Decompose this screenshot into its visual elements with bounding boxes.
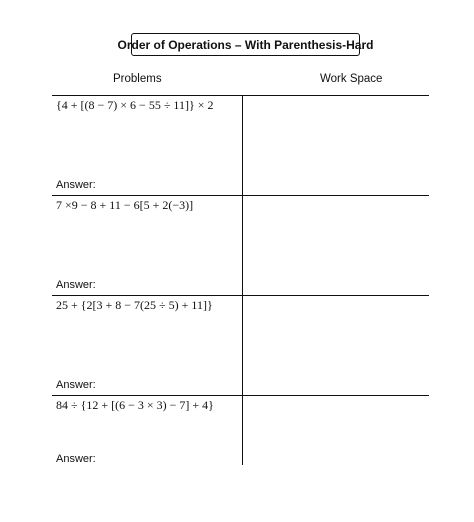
work-space-column-header: Work Space: [320, 73, 383, 85]
problem-4-expression: 84 ÷ {12 + [(6 − 3 × 3) − 7] + 4}: [56, 398, 214, 412]
problem-4-answer-label: Answer:: [56, 453, 96, 465]
row-divider: [52, 395, 429, 396]
problem-3-answer-label: Answer:: [56, 379, 96, 391]
problems-column-header: Problems: [113, 73, 162, 85]
row-divider: [52, 195, 429, 196]
row-divider: [52, 295, 429, 296]
problem-2-answer-label: Answer:: [56, 279, 96, 291]
problem-1-answer-label: Answer:: [56, 179, 96, 191]
problem-3-expression: 25 + {2[3 + 8 − 7(25 ÷ 5) + 11]}: [56, 298, 213, 312]
problems-table: [52, 95, 429, 465]
problem-1-expression: {4 + [(8 − 7) × 6 − 55 ÷ 11]} × 2: [56, 98, 214, 112]
problem-2-expression: 7 ×9 − 8 + 11 − 6[5 + 2(−3)]: [56, 198, 194, 212]
column-divider: [242, 95, 243, 465]
worksheet-title-text: Order of Operations – With Parenthesis-Hard: [117, 37, 374, 52]
row-divider: [52, 95, 429, 96]
worksheet-title: [117, 33, 374, 56]
